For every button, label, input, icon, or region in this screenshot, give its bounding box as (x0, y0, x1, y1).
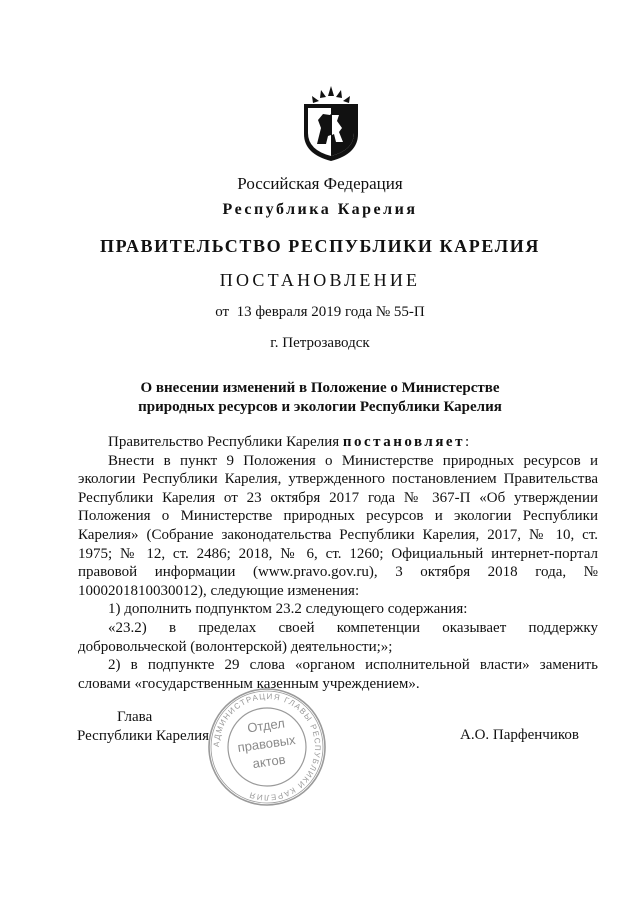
body-paragraph-2: 1) дополнить подпунктом 23.2 следующего содержания: (108, 601, 468, 618)
republic-name: Республика Карелия (222, 201, 418, 218)
signatory-name: А.О. Парфенчиков (460, 727, 579, 743)
stamp-ring-text: АДМИНИСТРАЦИЯ ГЛАВЫ РЕСПУБЛИКИ КАРЕЛИЯ (211, 691, 323, 803)
document-body (78, 433, 598, 693)
intro-end: : (464, 434, 470, 450)
signatory-title-line-1: Глава (117, 709, 153, 725)
document-city: г. Петрозаводск (270, 335, 370, 351)
document-subject (80, 379, 560, 417)
country-name: Российская Федерация (237, 174, 403, 193)
stamp-line-2: правовых (236, 732, 297, 756)
intro-verb: постановляет (342, 434, 465, 450)
body-paragraph-1: Внести в пункт 9 Положения о Министерстве природных ресурсов и экологии Республики Карелия, утвержденного постановлением Правительства Республики Карелия от 23 октября 2017 года № 367-П «Об утверждении Положения о Министерстве природных ресурсов и экологии Республики Карелия» (Собрание законодательства Республики Карелия, 2017, № 10, ст. 1975; № 12, ст. 2486; 2018, № 6, ст. 1260; Официальный интернет-портал правовой информации (www.pravo.gov.ru), 3 октября 2018 года, № 1000201810030012), следующие изменения: (78, 452, 598, 599)
government-name: ПРАВИТЕЛЬСТВО РЕСПУБЛИКИ КАРЕЛИЯ (100, 236, 540, 256)
karelia-coat-of-arms-icon (299, 84, 363, 162)
signatory-title (77, 708, 209, 746)
body-paragraph-3: «23.2) в пределах своей компетенции оказывает поддержку добровольческой (волонтерской) деятельности;»; (78, 619, 598, 655)
subject-line-2: природных ресурсов и экологии Республики Карелия (138, 399, 502, 415)
document-date-number: от 13 февраля 2019 года № 55-П (215, 304, 425, 320)
legal-department-stamp (205, 685, 329, 809)
stamp-line-3: актов (251, 751, 287, 772)
intro-text: Правительство Республики Карелия (108, 434, 343, 450)
body-paragraph-4: 2) в подпункте 29 слова «органом исполнительной власти» заменить словами «государственным казенным учреждением». (78, 657, 598, 692)
subject-line-1: О внесении изменений в Положение о Министерстве (140, 380, 500, 396)
signatory-title-line-2: Республики Карелия (77, 728, 210, 744)
intro-paragraph (78, 433, 598, 452)
stamp-line-1: Отдел (246, 715, 286, 736)
document-type: ПОСТАНОВЛЕНИЕ (219, 270, 421, 290)
